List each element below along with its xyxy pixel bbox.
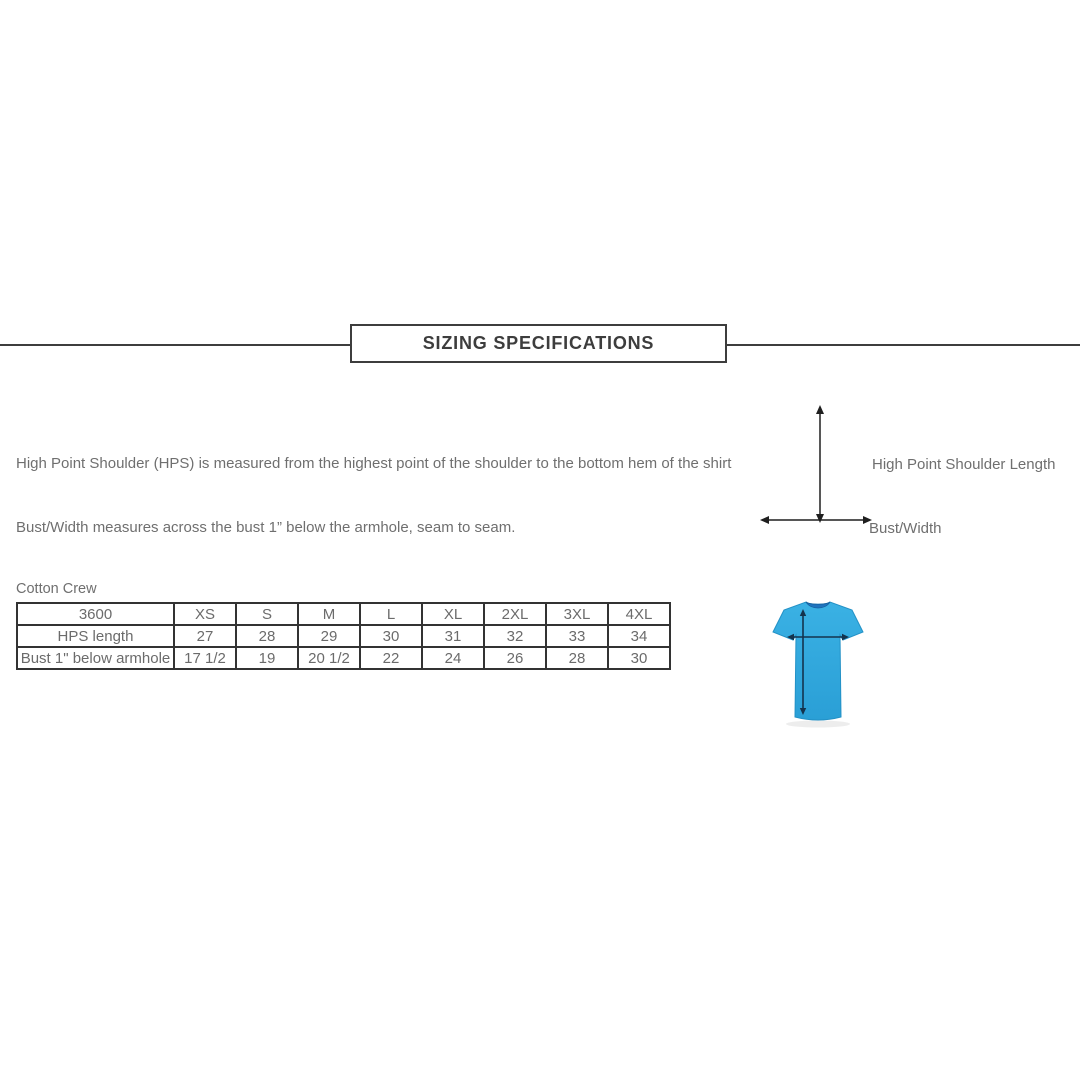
value-cell: 28 bbox=[236, 625, 298, 647]
style-number-cell: 3600 bbox=[17, 603, 174, 625]
hps-length-label: High Point Shoulder Length bbox=[872, 456, 1056, 473]
value-cell: 19 bbox=[236, 647, 298, 669]
bust-width-label: Bust/Width bbox=[869, 520, 942, 537]
tshirt-body bbox=[773, 602, 863, 720]
value-cell: 28 bbox=[546, 647, 608, 669]
size-header-cell: 2XL bbox=[484, 603, 546, 625]
shirt-shadow bbox=[786, 721, 850, 728]
table-row-hps-length bbox=[17, 625, 670, 647]
value-cell: 32 bbox=[484, 625, 546, 647]
size-header-cell: L bbox=[360, 603, 422, 625]
value-cell: 33 bbox=[546, 625, 608, 647]
value-cell: 20 1/2 bbox=[298, 647, 360, 669]
value-cell: 31 bbox=[422, 625, 484, 647]
page-title: SIZING SPECIFICATIONS bbox=[422, 333, 655, 353]
value-cell: 30 bbox=[360, 625, 422, 647]
horizontal-double-arrow-icon bbox=[760, 516, 872, 524]
vertical-double-arrow-icon bbox=[816, 405, 824, 523]
value-cell: 30 bbox=[608, 647, 670, 669]
bust-description-text: Bust/Width measures across the bust 1” below the armhole, seam to seam. bbox=[16, 519, 516, 536]
table-row-bust bbox=[17, 647, 670, 669]
size-header-cell: 3XL bbox=[546, 603, 608, 625]
product-name-label: Cotton Crew bbox=[16, 581, 97, 597]
value-cell: 27 bbox=[174, 625, 236, 647]
measurement-arrows-diagram bbox=[755, 400, 880, 530]
value-cell: 26 bbox=[484, 647, 546, 669]
row-label-cell: Bust 1" below armhole bbox=[17, 647, 174, 669]
value-cell: 34 bbox=[608, 625, 670, 647]
size-header-cell: M bbox=[298, 603, 360, 625]
value-cell: 29 bbox=[298, 625, 360, 647]
size-chart-table bbox=[16, 602, 671, 670]
hps-description-text: High Point Shoulder (HPS) is measured from the highest point of the shoulder to the bottom hem of the shirt bbox=[16, 455, 732, 472]
size-header-cell: S bbox=[236, 603, 298, 625]
value-cell: 17 1/2 bbox=[174, 647, 236, 669]
size-header-cell: XS bbox=[174, 603, 236, 625]
value-cell: 22 bbox=[360, 647, 422, 669]
title-box bbox=[350, 324, 727, 363]
size-header-cell: 4XL bbox=[608, 603, 670, 625]
row-label-cell: HPS length bbox=[17, 625, 174, 647]
tshirt-image bbox=[766, 597, 870, 729]
value-cell: 24 bbox=[422, 647, 484, 669]
table-row-header bbox=[17, 603, 670, 625]
size-header-cell: XL bbox=[422, 603, 484, 625]
